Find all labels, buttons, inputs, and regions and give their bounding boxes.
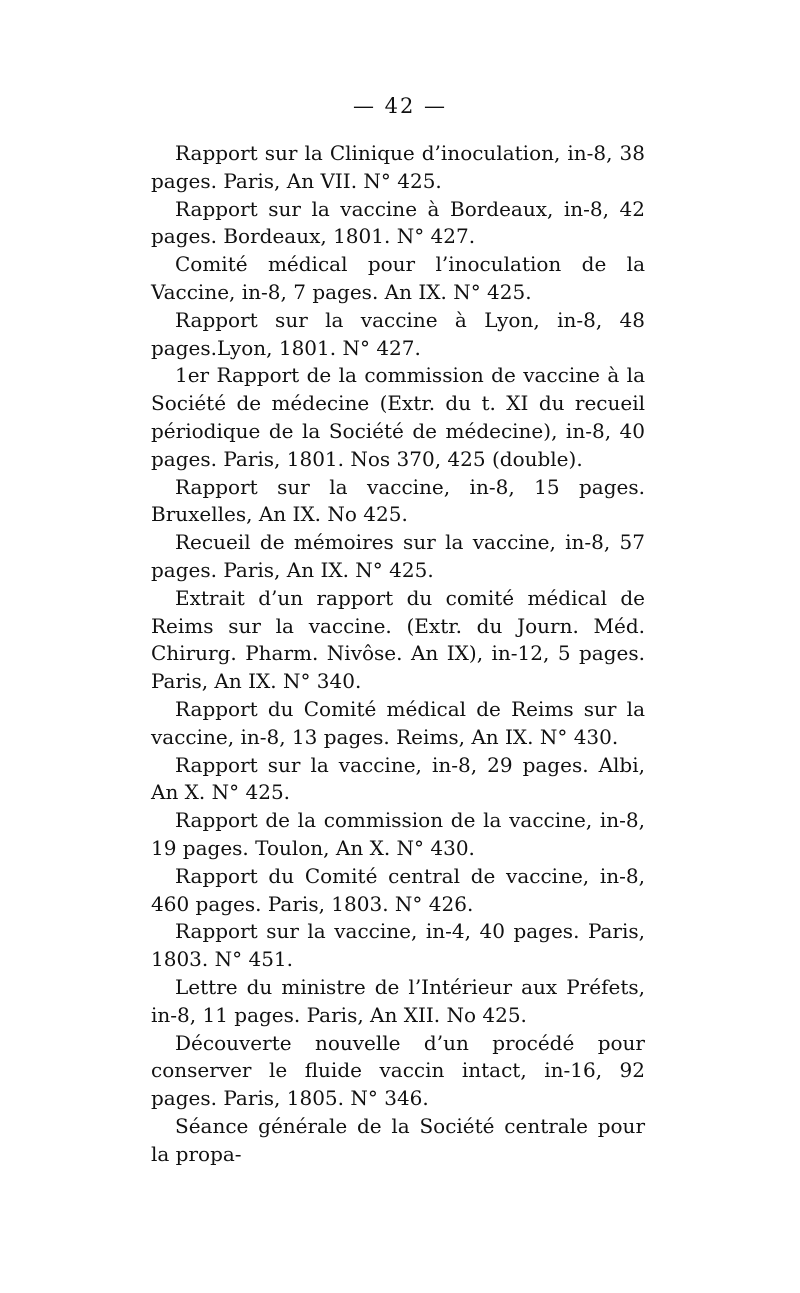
bibliography-entry: Rapport du Comité central de vaccine, in-8, 460 pages. Paris, 1803. N° 426.: [151, 863, 645, 916]
bibliography-entry: Rapport sur la vaccine à Lyon, in-8, 48 pages.Lyon, 1801. N° 427.: [151, 307, 645, 360]
bibliography-entry: Extrait d’un rapport du comité médical de Reims sur la vaccine. (Extr. du Journ. Méd. Chirurg. Pharm. Nivôse. An IX), in-12, 5 pages. Paris, An IX. N° 340.: [151, 585, 645, 694]
bibliography-entry: 1er Rapport de la commission de vaccine à la Société de médecine (Extr. du t. XI du recueil périodique de la Société de médecine), in-8, 40 pages. Paris, 1801. Nos 370, 425 (double).: [151, 363, 645, 471]
bibliography-entry: Séance générale de la Société centrale pour la propa-: [151, 1113, 645, 1166]
bibliography-list: [151, 140, 645, 1168]
bibliography-entry: Recueil de mémoires sur la vaccine, in-8, 57 pages. Paris, An IX. N° 425.: [151, 530, 645, 582]
page-number: — 42 —: [352, 94, 448, 118]
bibliography-entry: Rapport du Comité médical de Reims sur la vaccine, in-8, 13 pages. Reims, An IX. N° 430.: [151, 696, 645, 749]
bibliography-entry: Rapport sur la vaccine, in-8, 29 pages. Albi, An X. N° 425.: [151, 752, 645, 805]
bibliography-entry: Rapport sur la vaccine, in-8, 15 pages. Bruxelles, An IX. No 425.: [151, 474, 645, 527]
bibliography-entry: Rapport sur la Clinique d’inoculation, in-8, 38 pages. Paris, An VII. N° 425.: [151, 141, 645, 193]
bibliography-entry: Rapport sur la vaccine, in-4, 40 pages. Paris, 1803. N° 451.: [151, 919, 645, 972]
bibliography-entry: Comité médical pour l’inoculation de la Vaccine, in-8, 7 pages. An IX. N° 425.: [151, 252, 645, 304]
bibliography-entry: Rapport de la commission de la vaccine, in-8, 19 pages. Toulon, An X. N° 430.: [151, 808, 645, 860]
bibliography-entry: Rapport sur la vaccine à Bordeaux, in-8, 42 pages. Bordeaux, 1801. N° 427.: [151, 196, 645, 249]
bibliography-entry: Découverte nouvelle d’un procédé pour conserver le fluide vaccin intact, in-16, 92 pages. Paris, 1805. N° 346.: [151, 1030, 645, 1111]
bibliography-entry: Lettre du ministre de l’Intérieur aux Préfets, in-8, 11 pages. Paris, An XII. No 425.: [151, 974, 645, 1027]
